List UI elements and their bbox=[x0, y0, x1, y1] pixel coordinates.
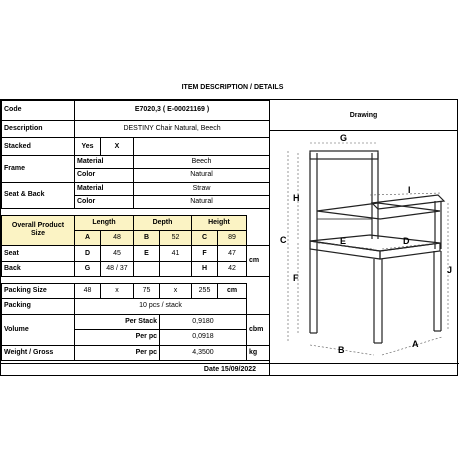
seat-back-material-label: Material bbox=[75, 182, 134, 195]
dim-letter-g: G bbox=[340, 133, 348, 143]
spacer-row-2 bbox=[2, 277, 270, 284]
seat-back-color-value: Natural bbox=[134, 195, 270, 208]
seat-height-key: F bbox=[192, 246, 218, 261]
frame-label: Frame bbox=[2, 156, 75, 182]
volume-per-stack-value: 0,9180 bbox=[160, 314, 247, 329]
back-length-key: G bbox=[75, 261, 101, 276]
height-header: Height bbox=[192, 215, 247, 230]
dim-letter-c: C bbox=[280, 235, 287, 245]
weight-row bbox=[2, 345, 270, 360]
seat-depth-key: E bbox=[134, 246, 160, 261]
frame-material-label: Material bbox=[75, 156, 134, 169]
dimension-unit: cm bbox=[247, 246, 270, 277]
volume-per-stack-label: Per Stack bbox=[75, 314, 160, 329]
volume-per-pc-value: 0,0918 bbox=[160, 330, 247, 345]
seat-side-rail bbox=[380, 243, 440, 259]
back-row bbox=[2, 261, 270, 276]
back-length-value: 48 / 37 bbox=[101, 261, 134, 276]
dim-letter-a: A bbox=[412, 339, 419, 349]
dim-letter-f: F bbox=[293, 273, 299, 283]
spec-sheet bbox=[0, 99, 458, 376]
back-top-rail bbox=[310, 151, 378, 159]
dim-letter-h: H bbox=[293, 193, 300, 203]
weight-value: 4,3500 bbox=[160, 345, 247, 360]
seat-back-color-label: Color bbox=[75, 195, 134, 208]
weight-per-pc-label: Per pc bbox=[75, 345, 160, 360]
dim-letter-e: E bbox=[340, 236, 347, 246]
overall-length-value: 48 bbox=[101, 230, 134, 245]
back-height-key: H bbox=[192, 261, 218, 276]
frame-material-row bbox=[2, 156, 270, 169]
weight-label: Weight / Gross bbox=[2, 345, 75, 360]
packing-row bbox=[2, 299, 270, 314]
dim-letter-d: D bbox=[403, 236, 410, 246]
date-footer: Date 15/09/2022 bbox=[1, 363, 459, 376]
stacked-empty bbox=[134, 138, 270, 156]
volume-label: Volume bbox=[2, 314, 75, 345]
packing-unit: cm bbox=[218, 283, 247, 298]
packing-value: 10 pcs / stack bbox=[75, 299, 247, 314]
seat-length-value: 45 bbox=[101, 246, 134, 261]
spec-table bbox=[1, 100, 270, 375]
code-label: Code bbox=[2, 101, 75, 121]
seat-depth-value: 41 bbox=[160, 246, 192, 261]
packing-size-row bbox=[2, 283, 270, 298]
dim-letter-b: B bbox=[338, 345, 345, 355]
frame-color-label: Color bbox=[75, 169, 134, 182]
description-value: DESTINY Chair Natural, Beech bbox=[75, 120, 270, 138]
seat-back-material-value: Straw bbox=[134, 182, 270, 195]
seat-label: Seat bbox=[2, 246, 75, 261]
stacked-row bbox=[2, 138, 270, 156]
packing-times-2: x bbox=[160, 283, 192, 298]
dim-letter-i: I bbox=[408, 185, 411, 195]
seat bbox=[310, 235, 440, 251]
seat-height-value: 47 bbox=[218, 246, 247, 261]
frame-color-value: Natural bbox=[134, 169, 270, 182]
overall-depth-key: B bbox=[134, 230, 160, 245]
drawing-label: Drawing bbox=[270, 100, 457, 131]
packing-height: 255 bbox=[192, 283, 218, 298]
packing-times-1: x bbox=[101, 283, 134, 298]
depth-header: Depth bbox=[134, 215, 192, 230]
description-row bbox=[2, 120, 270, 138]
weight-unit: kg bbox=[247, 345, 270, 360]
dimension-header-row bbox=[2, 215, 270, 230]
stacked-yes: Yes bbox=[75, 138, 101, 156]
overall-size-label: Overall Product Size bbox=[2, 215, 75, 246]
overall-height-key: C bbox=[192, 230, 218, 245]
back-label: Back bbox=[2, 261, 75, 276]
overall-depth-value: 52 bbox=[160, 230, 192, 245]
packing-label: Packing bbox=[2, 299, 75, 314]
volume-per-stack-row bbox=[2, 314, 270, 329]
stacked-mark: X bbox=[101, 138, 134, 156]
seat-back-label: Seat & Back bbox=[2, 182, 75, 208]
back-depth-key bbox=[134, 261, 160, 276]
seat-back-material-row bbox=[2, 182, 270, 195]
code-row bbox=[2, 101, 270, 121]
dim-letter-j: J bbox=[447, 265, 453, 275]
drawing-panel bbox=[269, 100, 457, 375]
packing-depth: 75 bbox=[134, 283, 160, 298]
frame-material-value: Beech bbox=[134, 156, 270, 169]
length-header: Length bbox=[75, 215, 134, 230]
volume-per-pc-label: Per pc bbox=[75, 330, 160, 345]
packing-size-label: Packing Size bbox=[2, 283, 75, 298]
back-depth-value bbox=[160, 261, 192, 276]
overall-length-key: A bbox=[75, 230, 101, 245]
chair-drawing bbox=[270, 131, 458, 363]
back-height-value: 42 bbox=[218, 261, 247, 276]
page-title: ITEM DESCRIPTION / DETAILS bbox=[181, 84, 284, 91]
spacer-row bbox=[2, 208, 270, 215]
seat-length-key: D bbox=[75, 246, 101, 261]
volume-unit: cbm bbox=[247, 314, 270, 345]
seat-row bbox=[2, 246, 270, 261]
description-label: Description bbox=[2, 120, 75, 138]
code-value: E7020,3 ( E-00021169 ) bbox=[75, 101, 270, 121]
overall-height-value: 89 bbox=[218, 230, 247, 245]
stacked-label: Stacked bbox=[2, 138, 75, 156]
packing-length: 48 bbox=[75, 283, 101, 298]
